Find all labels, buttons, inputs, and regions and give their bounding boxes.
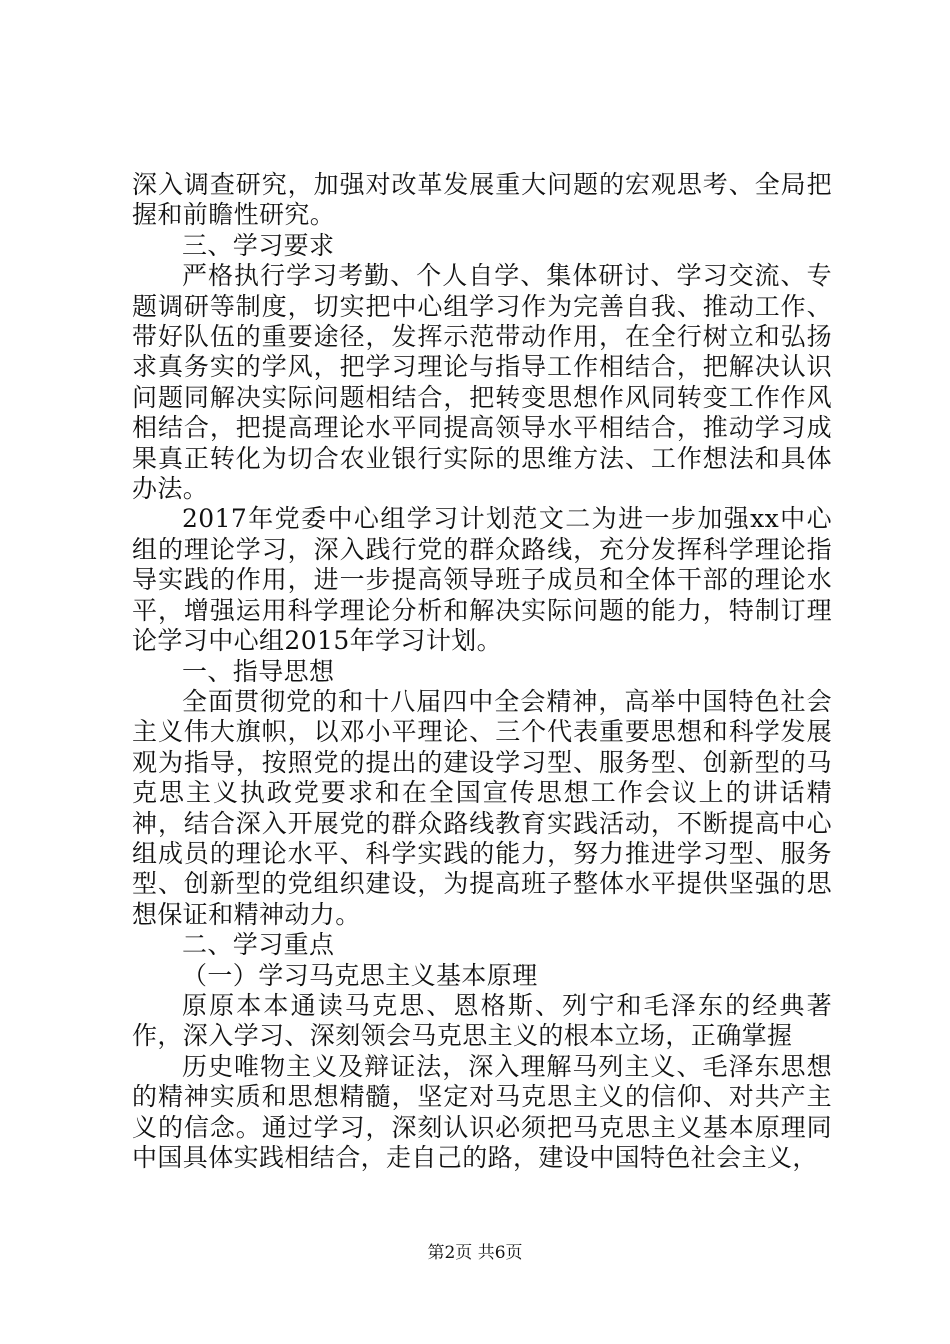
page-number-footer: 第2页 共6页 [427,1243,523,1263]
paragraph-plan-intro: 2017年党委中心组学习计划范文二为进一步加强xx中心组的理论学习，深入践行党的群众路线，充分发挥科学理论指导实践的作用，进一步提高领导班子成员和全体干部的理论水平，增强运用科学理论分析和解决实际问题的能力，特制订理论学习中心组2015年学习计划。 [132,504,832,656]
document-body [132,170,832,1173]
paragraph-continuation: 深入调查研究，加强对改革发展重大问题的宏观思考、全局把握和前瞻性研究。 [132,170,832,230]
subsection-heading-marxism: （一）学习马克思主义基本原理 [182,960,538,990]
section-heading-key-points: 二、学习重点 [182,930,335,960]
paragraph-guiding-thought: 全面贯彻党的和十八届四中全会精神，高举中国特色社会主义伟大旗帜，以邓小平理论、三个代表重要思想和科学发展观为指导，按照党的提出的建设学习型、服务型、创新型的马克思主义执政党要求和在全国宣传思想工作会议上的讲话精神，结合深入开展党的群众路线教育实践活动，不断提高中心组成员的理论水平、科学实践的能力，努力推进学习型、服务型、创新型的党组织建设，为提高班子整体水平提供坚强的思想保证和精神动力。 [132,686,832,929]
section-heading-guiding-thought: 一、指导思想 [182,656,335,686]
paragraph-classics: 原原本本通读马克思、恩格斯、列宁和毛泽东的经典著作，深入学习、深刻领会马克思主义的根本立场，正确掌握 [132,990,832,1051]
paragraph-historical-materialism: 历史唯物主义及辩证法，深入理解马列主义、毛泽东思想的精神实质和思想精髓，坚定对马克思主义的信仰、对共产主义的信念。通过学习，深刻认识必须把马克思主义基本原理同中国具体实践相结合，走自己的路，建设中国特色社会主义， [132,1051,832,1172]
paragraph-requirements: 严格执行学习考勤、个人自学、集体研讨、学习交流、专题调研等制度，切实把中心组学习作为完善自我、推动工作、带好队伍的重要途径，发挥示范带动作用，在全行树立和弘扬求真务实的学风，把学习理论与指导工作相结合，把解决认识问题同解决实际问题相结合，把转变思想作风同转变工作作风相结合，把提高理论水平同提高领导水平相结合，推动学习成果真正转化为切合农业银行实际的思维方法、工作想法和具体办法。 [132,261,832,504]
section-heading-requirements: 三、学习要求 [182,230,335,260]
